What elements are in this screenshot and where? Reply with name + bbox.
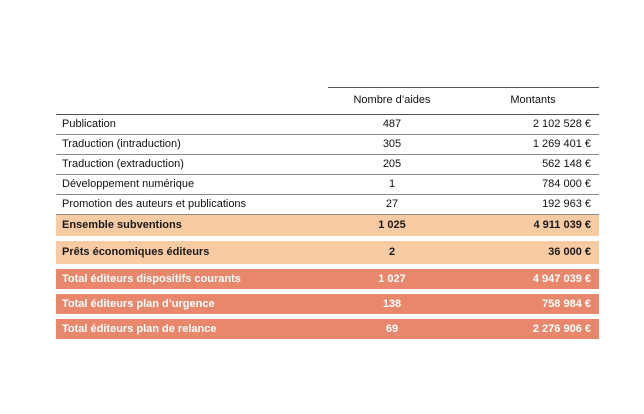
total-label: Prêts économiques éditeurs bbox=[62, 246, 210, 258]
total-label: Total éditeurs plan de relance bbox=[62, 323, 217, 335]
column-header-amount: Montants bbox=[510, 94, 556, 106]
row-amount: 192 963 € bbox=[542, 198, 591, 210]
total-label: Total éditeurs plan d’urgence bbox=[62, 298, 215, 310]
table-row bbox=[56, 155, 599, 175]
total-row-plan-relance bbox=[56, 319, 599, 339]
total-amount: 2 276 906 € bbox=[532, 323, 591, 335]
row-count: 487 bbox=[382, 118, 402, 130]
total-count: 1 025 bbox=[378, 219, 406, 231]
row-label: Promotion des auteurs et publications bbox=[62, 198, 247, 210]
table-row bbox=[56, 135, 599, 155]
table-header bbox=[328, 87, 599, 114]
total-label: Total éditeurs dispositifs courants bbox=[62, 273, 241, 285]
total-row-subventions bbox=[56, 215, 599, 236]
row-amount: 784 000 € bbox=[542, 178, 591, 190]
total-amount: 4 947 039 € bbox=[532, 273, 591, 285]
aid-table bbox=[56, 87, 599, 339]
row-count: 205 bbox=[382, 158, 402, 170]
row-amount: 2 102 528 € bbox=[532, 118, 591, 130]
column-header-count: Nombre d’aides bbox=[353, 94, 431, 106]
total-amount: 4 911 039 € bbox=[533, 219, 591, 231]
table-row bbox=[56, 195, 599, 215]
total-row-prets bbox=[56, 241, 599, 264]
total-amount: 36 000 € bbox=[548, 246, 591, 258]
row-label: Publication bbox=[62, 118, 116, 130]
row-count: 1 bbox=[388, 178, 396, 190]
total-amount: 758 984 € bbox=[542, 298, 591, 310]
row-count: 27 bbox=[385, 198, 399, 210]
total-count: 2 bbox=[388, 246, 396, 258]
table-body bbox=[56, 114, 599, 236]
total-count: 69 bbox=[385, 323, 399, 335]
total-count: 1 027 bbox=[378, 273, 406, 285]
table-row bbox=[56, 175, 599, 195]
row-count: 305 bbox=[382, 138, 402, 150]
total-row-plan-urgence bbox=[56, 294, 599, 314]
row-amount: 562 148 € bbox=[542, 158, 591, 170]
table-row bbox=[56, 115, 599, 135]
row-label: Traduction (extraduction) bbox=[62, 158, 184, 170]
row-label: Traduction (intraduction) bbox=[62, 138, 181, 150]
total-row-dispositifs-courants bbox=[56, 269, 599, 289]
total-label: Ensemble subventions bbox=[62, 219, 182, 231]
row-label: Développement numérique bbox=[62, 178, 195, 190]
row-amount: 1 269 401 € bbox=[532, 138, 591, 150]
total-count: 138 bbox=[382, 298, 402, 310]
